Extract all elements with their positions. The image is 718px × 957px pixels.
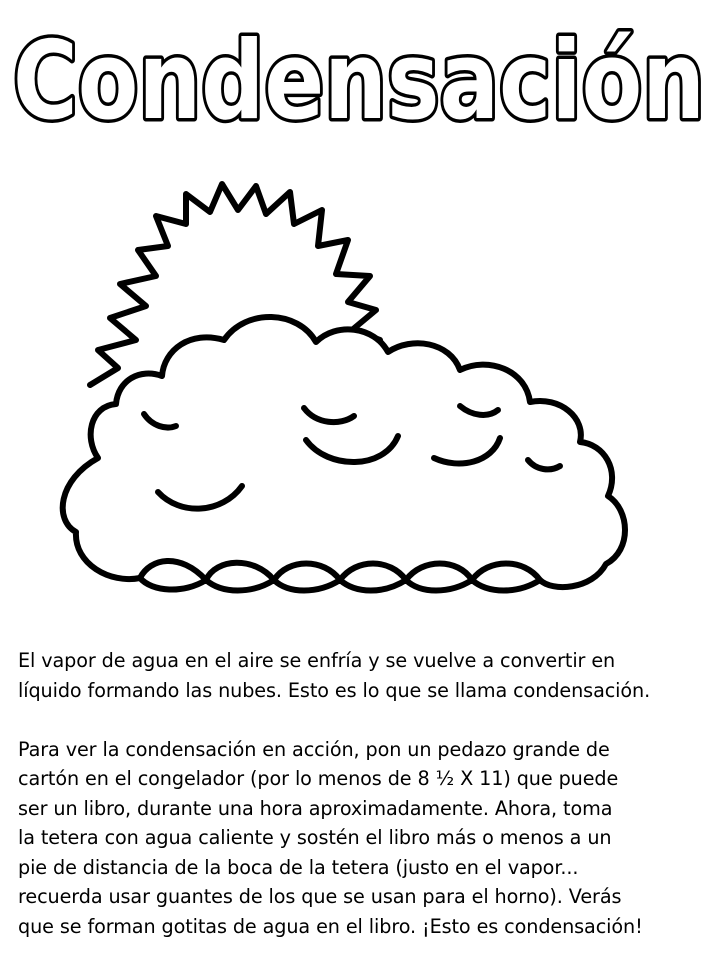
page-title: [0, 8, 718, 138]
weather-illustration: [40, 180, 680, 610]
text-line: que se forman gotitas de agua en el libro. ¡Esto es condensación!: [18, 914, 643, 938]
text-line: cartón en el congelador (por lo menos de 8 ½ X 11) que puede: [18, 767, 619, 790]
text-line: ser un libro, durante una hora aproximadamente. Ahora, toma: [18, 796, 613, 820]
title-text: Condensación: [13, 19, 705, 138]
cloud-icon: [63, 317, 625, 591]
cloud-outline: [63, 317, 625, 591]
paragraph-intro: [18, 646, 708, 705]
title-outline-lettering: [0, 8, 718, 138]
illustration-svg: [40, 180, 680, 610]
paragraph-spacer: [18, 705, 708, 735]
text-line: pie de distancia de la boca de la tetera (justo en el vapor...: [18, 855, 579, 879]
text-line: la tetera con agua caliente y sostén el libro más o menos a un: [18, 826, 612, 849]
text-line: recuerda usar guantes de los que se usan para el horno). Verás: [18, 885, 622, 908]
body-text: [18, 646, 708, 941]
text-line: El vapor de agua en el aire se enfría y se vuelve a convertir en: [18, 649, 616, 672]
text-line: Para ver la condensación en acción, pon un pedazo grande de: [18, 737, 610, 761]
text-line: líquido formando las nubes. Esto es lo que se llama condensación.: [18, 678, 651, 702]
paragraph-experiment: [18, 735, 708, 942]
